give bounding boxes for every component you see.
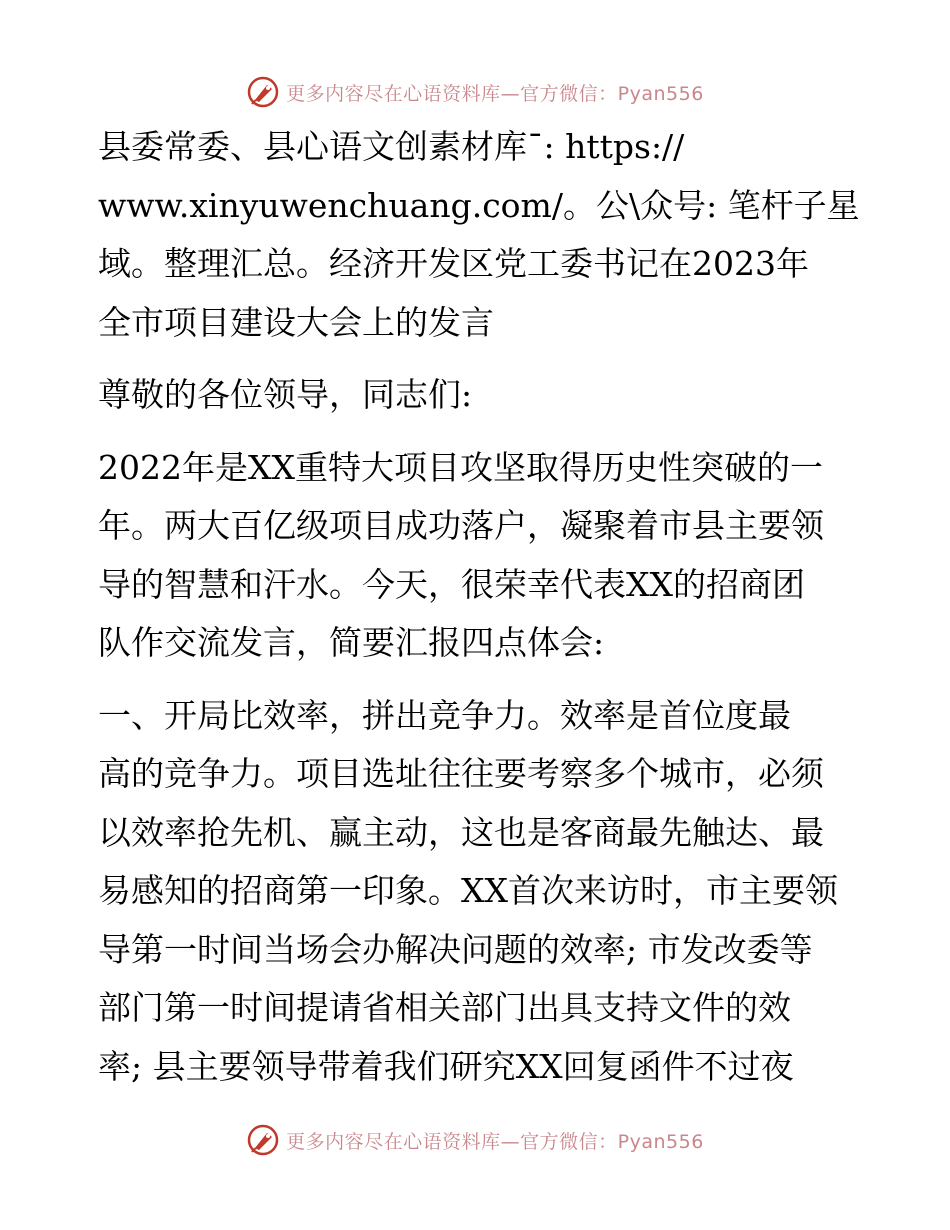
footer-banner bbox=[0, 1120, 950, 1160]
text-line: 率; 县主要领导带着我们研究XX回复函件不过夜 bbox=[98, 1046, 794, 1086]
text-line: 2022年是XX重特大项目攻坚取得历史性突破的一 bbox=[98, 447, 823, 487]
text-line: 导的智慧和汗水。今天，很荣幸代表XX的招商团 bbox=[98, 564, 805, 604]
paragraph bbox=[98, 366, 868, 425]
header-banner bbox=[0, 72, 950, 112]
paragraph bbox=[98, 687, 868, 1097]
banner-text: 更多内容尽在心语资料库—官方微信：Pyan556 bbox=[286, 82, 704, 105]
text-line: 部门第一时间提请省相关部门出具支持文件的效 bbox=[98, 988, 791, 1027]
text-line: 队作交流发言，简要汇报四点体会: bbox=[98, 623, 605, 662]
banner-text: 更多内容尽在心语资料库—官方微信：Pyan556 bbox=[286, 1130, 704, 1153]
text-line: 易感知的招商第一印象。XX首次来访时，市主要领 bbox=[98, 871, 838, 910]
text-line: 年。两大百亿级项目成功落户，凝聚着市县主要领 bbox=[98, 506, 824, 545]
text-line: 尊敬的各位领导，同志们: bbox=[98, 375, 473, 414]
text-line: 高的竞争力。项目选址往往要考察多个城市，必须 bbox=[98, 754, 824, 793]
pen-nib-logo-icon bbox=[246, 1123, 280, 1157]
text-line: 全市项目建设大会上的发言 bbox=[98, 302, 494, 342]
text-line: 域。整理汇总。经济开发区党工委书记在2023年 bbox=[98, 244, 809, 283]
text-line: www.xinyuwenchuang.com/。公\众号: 笔杆子星 bbox=[98, 185, 860, 225]
paragraph bbox=[98, 439, 868, 673]
text-line: 导第一时间当场会办解决问题的效率; 市发改委等 bbox=[98, 929, 813, 969]
pen-nib-logo-icon bbox=[246, 75, 280, 109]
document-body bbox=[98, 118, 868, 1110]
text-line: 以效率抢先机、赢主动，这也是客商最先触达、最 bbox=[98, 812, 824, 852]
paragraph bbox=[98, 118, 868, 352]
text-line: 一、开局比效率，拼出竞争力。效率是首位度最 bbox=[98, 695, 791, 735]
text-line: 县委常委、县心语文创素材库¯: https:// bbox=[98, 127, 685, 166]
